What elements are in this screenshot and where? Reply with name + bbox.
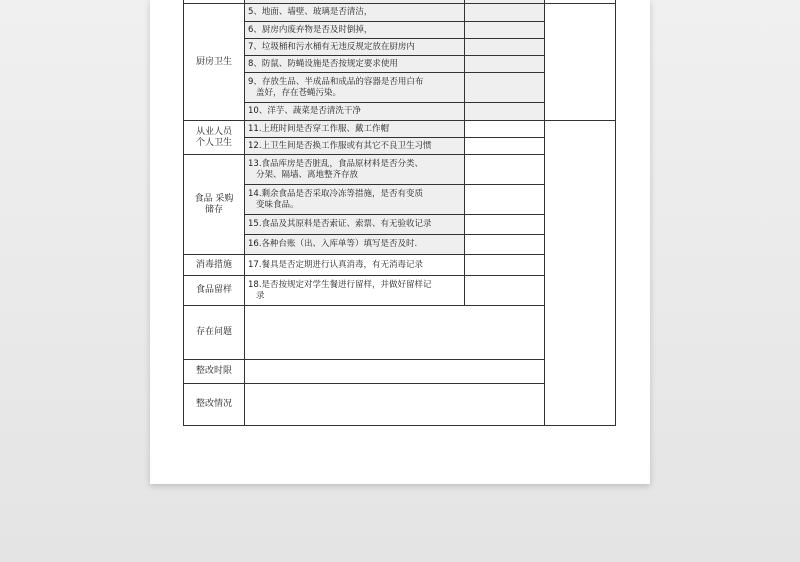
check-item-13 bbox=[245, 155, 465, 185]
table-row bbox=[184, 4, 616, 22]
check-result-cell[interactable] bbox=[465, 22, 545, 39]
check-item-18 bbox=[245, 276, 465, 306]
check-item-11: 11.上班时间是否穿工作服、戴工作帽 bbox=[245, 121, 465, 138]
check-result-cell[interactable] bbox=[465, 215, 545, 235]
check-item-14-line-2: 变味食品。 bbox=[256, 199, 299, 210]
check-item-7: 7、垃圾桶和污水桶有无违反规定放在厨房内 bbox=[245, 39, 465, 56]
check-item-17: 17.餐具是否定期进行认真消毒，有无消毒记录 bbox=[245, 255, 465, 276]
check-item-15: 15.食品及其原料是否索证、索票、有无验收记录 bbox=[245, 215, 465, 235]
table-row bbox=[184, 121, 616, 138]
check-item-9-line-2: 盖好，存在苍蝇污染。 bbox=[256, 87, 342, 98]
label-rectification-deadline: 整改时限 bbox=[184, 360, 245, 384]
check-result-cell[interactable] bbox=[465, 121, 545, 138]
rectification-status-field[interactable] bbox=[245, 384, 545, 426]
check-item-14-line-1: 14.剩余食品是否采取冷冻等措施，是否有变质 bbox=[248, 188, 424, 199]
category-storage-line-2: 储存 bbox=[204, 204, 223, 215]
check-result-cell[interactable] bbox=[465, 155, 545, 185]
remark-cell[interactable] bbox=[545, 121, 616, 426]
rectification-deadline-field[interactable] bbox=[245, 360, 545, 384]
category-staff-line-2: 个人卫生 bbox=[195, 137, 232, 148]
check-result-cell[interactable] bbox=[465, 103, 545, 121]
check-result-cell[interactable] bbox=[465, 255, 545, 276]
check-item-14 bbox=[245, 185, 465, 215]
check-result-cell[interactable] bbox=[465, 276, 545, 306]
category-staff-hygiene bbox=[184, 121, 245, 155]
check-item-18-line-2: 录 bbox=[256, 290, 265, 301]
check-item-18-line-1: 18.是否按规定对学生餐进行留样，并做好留样记 bbox=[248, 279, 432, 290]
category-storage-line-1: 食品 采购 bbox=[194, 193, 234, 204]
check-item-16: 16.各种台账（出、入库单等）填写是否及时. bbox=[245, 235, 465, 255]
category-disinfection: 消毒措施 bbox=[184, 255, 245, 276]
category-staff-line-1: 从业人员 bbox=[195, 126, 232, 137]
check-item-13-line-1: 13.食品库房是否脏乱，食品原材料是否分类、 bbox=[248, 158, 424, 169]
existing-problems-field[interactable] bbox=[245, 306, 545, 360]
check-result-cell[interactable] bbox=[465, 138, 545, 155]
check-result-cell[interactable] bbox=[465, 56, 545, 73]
check-item-9-line-1: 9、存放生品、半成品和成品的容器是否用白布 bbox=[248, 76, 424, 87]
check-result-cell[interactable] bbox=[465, 39, 545, 56]
category-food-sample: 食品留样 bbox=[184, 276, 245, 306]
check-result-cell[interactable] bbox=[465, 73, 545, 103]
check-item-13-line-2: 分架、隔墙、离地整齐存放 bbox=[256, 169, 359, 180]
check-item-12: 12.上卫生间是否换工作服或有其它不良卫生习惯 bbox=[245, 138, 465, 155]
check-item-9 bbox=[245, 73, 465, 103]
check-item-6: 6、厨房内废弃物是否及时倒掉， bbox=[245, 22, 465, 39]
inspection-form-table bbox=[183, 0, 616, 426]
remark-cell[interactable] bbox=[545, 4, 616, 121]
category-food-storage bbox=[184, 155, 245, 255]
label-existing-problems: 存在问题 bbox=[184, 306, 245, 360]
check-item-5: 5、地面、墙壁、玻璃是否清洁， bbox=[245, 4, 465, 22]
check-result-cell[interactable] bbox=[465, 235, 545, 255]
check-result-cell[interactable] bbox=[465, 4, 545, 22]
check-result-cell[interactable] bbox=[465, 185, 545, 215]
check-item-8: 8、防鼠、防蝇设施是否按规定要求使用 bbox=[245, 56, 465, 73]
category-kitchen-hygiene: 厨房卫生 bbox=[184, 4, 245, 121]
label-rectification-status: 整改情况 bbox=[184, 384, 245, 426]
check-item-10: 10、洋芋、蔬菜是否清洗干净 bbox=[245, 103, 465, 121]
